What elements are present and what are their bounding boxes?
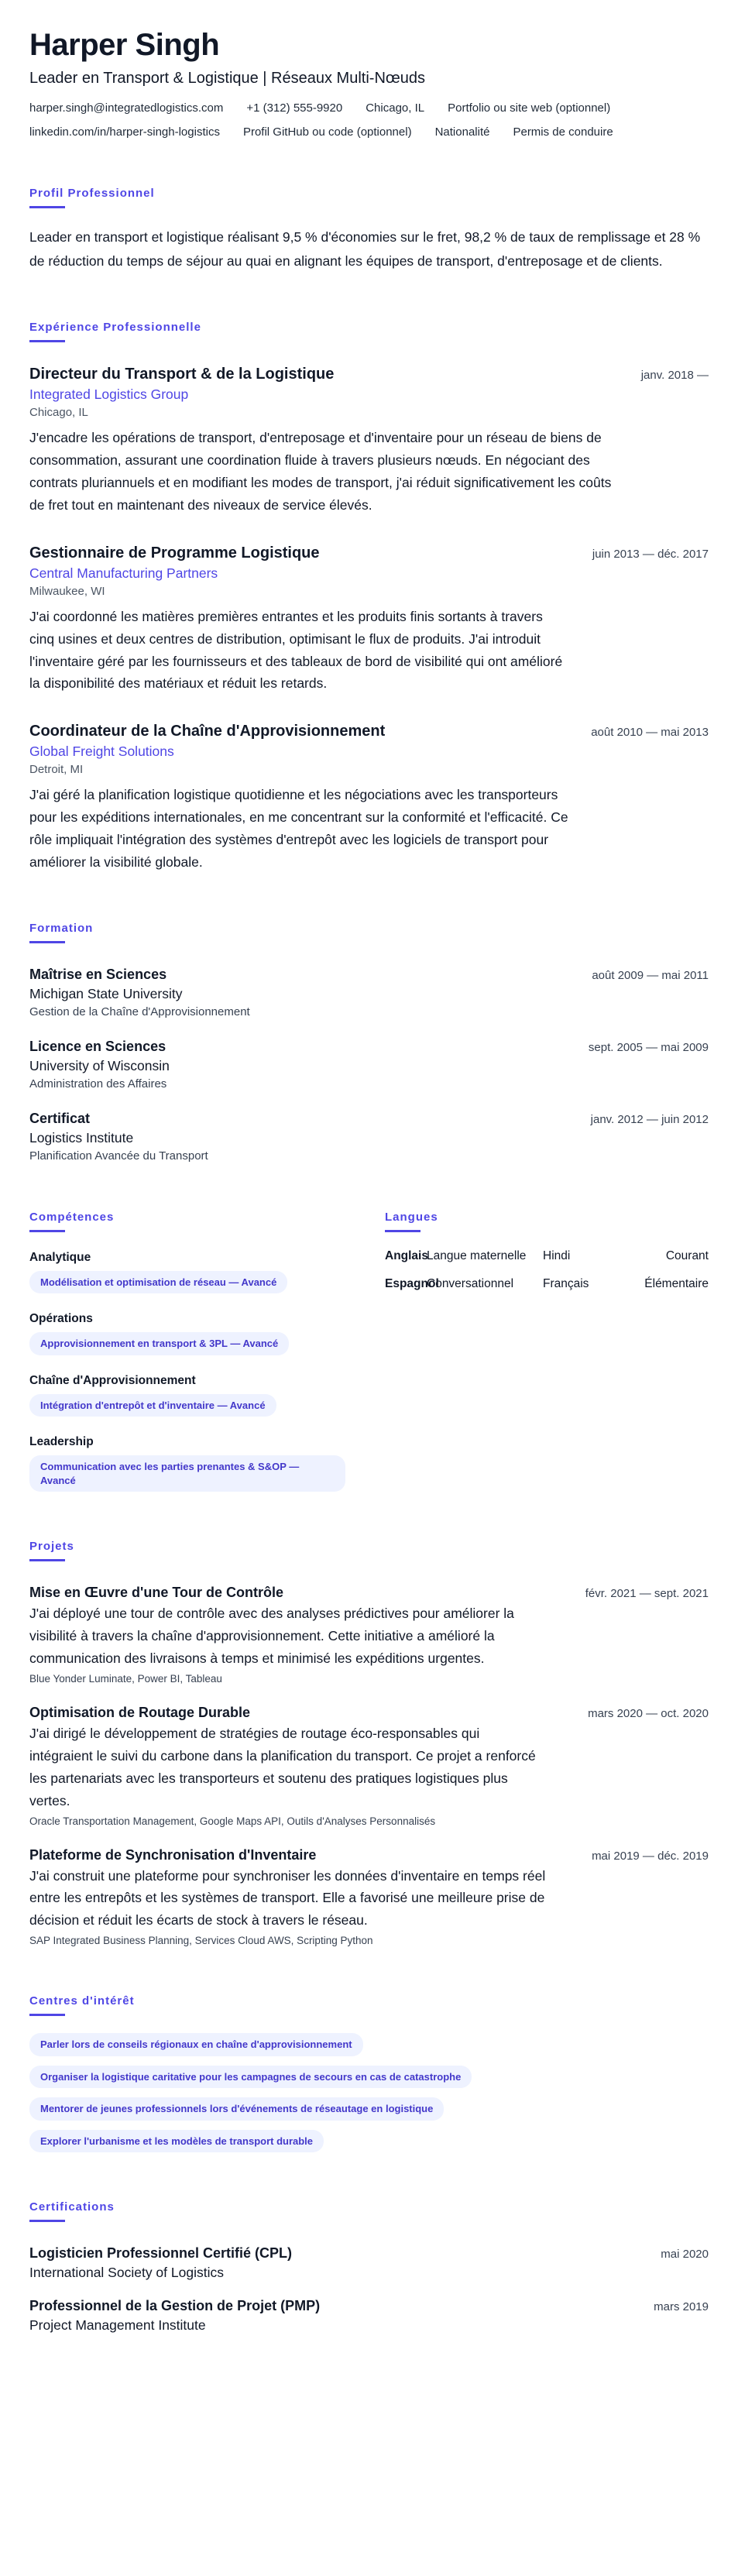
project-entry <box>29 1705 709 1827</box>
skill-category: Analytique <box>29 1250 91 1264</box>
skill-chip: Intégration d'entrepôt et d'inventaire — Avancé <box>29 1394 276 1417</box>
job-description: J'ai coordonné les matières premières entrantes et les produits finis sortants à travers cinq usines et deux centres de distribution, optimisant le flux de produits. J'ai introduit l'inventaire géré par les fournisseurs et des tableaux de bord de visibilité qui ont amélioré la disponibilité des matériaux et réduit les retards. <box>29 608 563 692</box>
profile-section <box>29 187 709 273</box>
job-description: J'encadre les opérations de transport, d'entreposage et d'inventaire pour un réseau de biens de consommation, assurant une coordination fluide à travers plusieurs nœuds. En négociant des contrats pluriannuels et en modifiant les modes de transport, j'ai réduit significativement les coûts de fret tout en maintenant des niveaux de service élevés. <box>29 430 612 513</box>
candidate-name: Harper Singh <box>29 28 220 62</box>
project-tech: SAP Integrated Business Planning, Services Cloud AWS, Scripting Python <box>29 1935 373 1947</box>
language-name: Espagnol <box>385 1276 439 1290</box>
language-name: Hindi <box>543 1249 571 1262</box>
language-name: Français <box>543 1276 589 1290</box>
job-title: Coordinateur de la Chaîne d'Approvisionnement <box>29 723 386 740</box>
certification-date: mars 2019 <box>654 2300 709 2314</box>
education-section <box>29 922 709 1163</box>
skill-chip: Modélisation et optimisation de réseau — Avancé <box>29 1271 287 1294</box>
education-date: janv. 2012 — juin 2012 <box>590 1112 709 1126</box>
project-date: mai 2019 — déc. 2019 <box>592 1849 709 1863</box>
job-location: Chicago, IL <box>29 406 88 420</box>
project-description: J'ai déployé une tour de contrôle avec des analyses prédictives pour améliorer la visibilité à travers la chaîne d'approvisionnement. Cette initiative a amélioré la communication des livraisons à temps et minimisé les expéditions urgentes. <box>29 1606 514 1667</box>
education-field: Gestion de la Chaîne d'Approvisionnement <box>29 1005 250 1018</box>
job-title: Directeur du Transport & de la Logistique <box>29 366 335 383</box>
education-school: Michigan State University <box>29 985 183 1001</box>
job-description: J'ai géré la planification logistique quotidienne et les négociations avec les transporteurs pour les expéditions internationales, en me concentrant sur la conformité et l'efficacité. Ce rôle impliquait l'intégration des systèmes d'entrepôt avec les logiciels de transport pour améliorer la visibilité globale. <box>29 787 568 870</box>
certifications-section <box>29 2200 709 2334</box>
skills-section-title: Compétences <box>29 1211 114 1232</box>
resume-header <box>29 28 709 139</box>
languages-section <box>385 1211 709 1492</box>
skill-chip: Approvisionnement en transport & 3PL — Avancé <box>29 1332 289 1355</box>
contact-license: Permis de conduire <box>513 125 613 139</box>
profile-section-title: Profil Professionnel <box>29 187 155 208</box>
certification-entry <box>29 2245 709 2281</box>
languages-section-title: Langues <box>385 1211 438 1232</box>
interest-chip: Explorer l'urbanisme et les modèles de transport durable <box>29 2130 324 2153</box>
education-entry <box>29 1039 709 1091</box>
language-level: Courant <box>665 1249 709 1262</box>
job-company: Global Freight Solutions <box>29 744 174 760</box>
education-field: Administration des Affaires <box>29 1077 167 1091</box>
contact-email[interactable]: harper.singh@integratedlogistics.com <box>29 101 224 115</box>
language-level: Conversationnel <box>427 1276 514 1290</box>
interests-section <box>29 1994 709 2152</box>
project-entry <box>29 1585 709 1685</box>
contact-list <box>29 101 709 139</box>
language-level: Élémentaire <box>644 1276 709 1290</box>
job-company: Central Manufacturing Partners <box>29 565 218 581</box>
profile-summary: Leader en transport et logistique réalisant 9,5 % d'économies sur le fret, 98,2 % de taux de remplissage et 28 % de réduction du temps de séjour au quai en alignant les équipes de transport, d'entreposage et de clients. <box>29 229 701 269</box>
project-date: févr. 2021 — sept. 2021 <box>585 1587 709 1601</box>
education-entry <box>29 967 709 1018</box>
education-section-title: Formation <box>29 922 93 943</box>
interest-chip: Organiser la logistique caritative pour les campagnes de secours en cas de catastrophe <box>29 2066 472 2089</box>
project-entry <box>29 1847 709 1947</box>
contact-linkedin[interactable]: linkedin.com/in/harper-singh-logistics <box>29 125 220 139</box>
project-title: Plateforme de Synchronisation d'Inventaire <box>29 1846 317 1863</box>
contact-github[interactable]: Profil GitHub ou code (optionnel) <box>242 125 412 139</box>
education-field: Planification Avancée du Transport <box>29 1149 208 1163</box>
project-date: mars 2020 — oct. 2020 <box>588 1707 709 1721</box>
experience-entry <box>29 544 709 696</box>
project-title: Optimisation de Routage Durable <box>29 1705 251 1721</box>
languages-grid <box>385 1249 709 1291</box>
job-title: Gestionnaire de Programme Logistique <box>29 544 320 562</box>
projects-section <box>29 1540 709 1946</box>
contact-location: Chicago, IL <box>366 101 425 115</box>
contact-phone[interactable]: +1 (312) 555-9920 <box>246 101 343 115</box>
project-title: Mise en Œuvre d'une Tour de Contrôle <box>29 1585 283 1601</box>
certifications-section-title: Certifications <box>29 2200 115 2222</box>
job-location: Milwaukee, WI <box>29 584 105 598</box>
project-tech: Blue Yonder Luminate, Power BI, Tableau <box>29 1673 222 1685</box>
education-degree: Certificat <box>29 1110 91 1126</box>
job-company: Integrated Logistics Group <box>29 386 189 403</box>
interests-section-title: Centres d'intérêt <box>29 1994 135 2016</box>
interest-chip: Parler lors de conseils régionaux en chaîne d'approvisionnement <box>29 2033 363 2056</box>
certification-date: mai 2020 <box>661 2248 709 2262</box>
candidate-headline: Leader en Transport & Logistique | Réseaux Multi-Nœuds <box>29 70 426 87</box>
education-school: Logistics Institute <box>29 1129 134 1145</box>
education-date: sept. 2005 — mai 2009 <box>588 1040 709 1054</box>
experience-section <box>29 321 709 874</box>
contact-nationality: Nationalité <box>434 125 490 139</box>
language-name: Anglais <box>385 1249 428 1262</box>
project-description: J'ai dirigé le développement de stratégies de routage éco-responsables qui intégraient le suivi du carbone dans la planification du transport. Ce projet a renforcé les partenariats avec les transporteurs et soutenu des pratiques logistiques plus vertes. <box>29 1726 536 1808</box>
education-date: août 2009 — mai 2011 <box>592 968 709 982</box>
education-school: University of Wisconsin <box>29 1057 170 1073</box>
skills-section <box>29 1211 355 1492</box>
job-date: janv. 2018 — <box>640 369 709 383</box>
certification-title: Logisticien Professionnel Certifié (CPL) <box>29 2245 293 2262</box>
project-tech: Oracle Transportation Management, Google Maps API, Outils d'Analyses Personnalisés <box>29 1815 436 1827</box>
experience-entry <box>29 723 709 874</box>
skill-category: Leadership <box>29 1435 94 1449</box>
interest-chip: Mentorer de jeunes professionnels lors d'événements de réseautage en logistique <box>29 2097 444 2121</box>
certification-title: Professionnel de la Gestion de Projet (PMP) <box>29 2298 321 2314</box>
skills-languages-row <box>29 1211 709 1492</box>
skill-category: Chaîne d'Approvisionnement <box>29 1373 196 1387</box>
education-degree: Maîtrise en Sciences <box>29 966 167 982</box>
job-date: août 2010 — mai 2013 <box>591 726 709 740</box>
contact-portfolio[interactable]: Portfolio ou site web (optionnel) <box>448 101 611 115</box>
certification-entry <box>29 2298 709 2334</box>
language-level: Langue maternelle <box>427 1249 527 1262</box>
experience-entry <box>29 366 709 517</box>
experience-section-title: Expérience Professionnelle <box>29 321 201 342</box>
job-location: Detroit, MI <box>29 763 84 777</box>
skill-category: Opérations <box>29 1312 93 1326</box>
job-date: juin 2013 — déc. 2017 <box>592 547 709 561</box>
projects-section-title: Projets <box>29 1540 74 1561</box>
skill-chip: Communication avec les parties prenantes & S&OP — Avancé <box>29 1455 345 1492</box>
certification-issuer: International Society of Logistics <box>29 2265 224 2281</box>
interests-list <box>29 2033 709 2152</box>
education-degree: Licence en Sciences <box>29 1038 166 1054</box>
certification-issuer: Project Management Institute <box>29 2317 206 2334</box>
project-description: J'ai construit une plateforme pour synchroniser les données d'inventaire en temps réel entre les entrepôts et les systèmes de transport. Elle a favorisé une meilleure prise de décision et réduit les écarts de stock à travers le réseau. <box>29 1867 546 1929</box>
education-entry <box>29 1111 709 1163</box>
